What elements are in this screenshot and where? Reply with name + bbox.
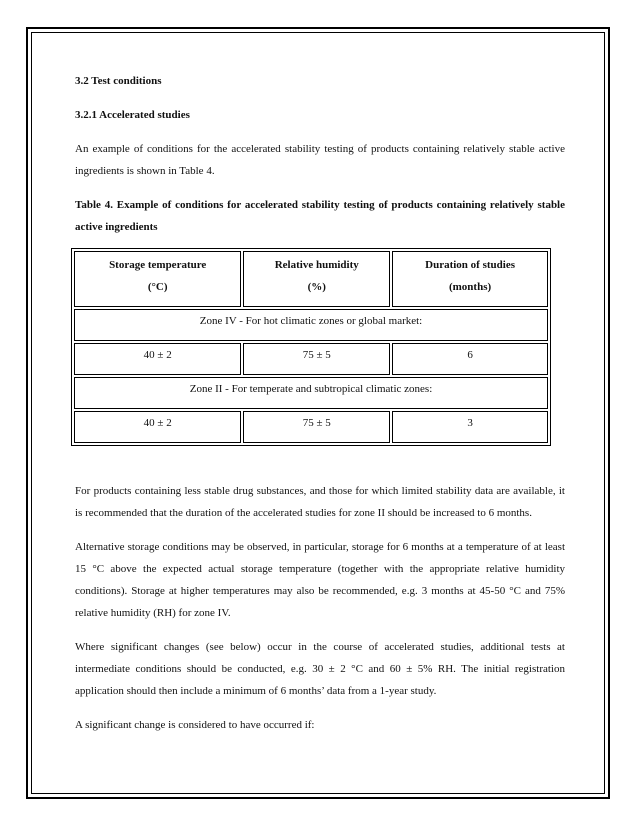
paragraph-significant-changes: Where significant changes (see below) occur in the course of accelerated studies, additional tests at intermediate conditions should be conducted, e.g. 30 ± 2 °C and 60 ± 5% RH. The initial registration application should then include a minimum of 6 months’ data from a 1-year study. xyxy=(75,641,565,697)
zone-iv-humidity: 75 ± 5 xyxy=(243,343,390,375)
header-storage-temperature: Storage temperature (°C) xyxy=(74,251,241,307)
table-header-row xyxy=(74,251,548,307)
zone-iv-duration: 6 xyxy=(392,343,548,375)
zone-ii-label: Zone II - For temperate and subtropical climatic zones: xyxy=(74,377,548,409)
zone-ii-humidity: 75 ± 5 xyxy=(243,411,390,443)
paragraph-less-stable: For products containing less stable drug substances, and those for which limited stability data are available, it is recommended that the duration of the accelerated studies for zone II should be increased to 6 months. xyxy=(75,485,565,519)
intro-paragraph: An example of conditions for the accelerated stability testing of products containing relatively stable active ingredients is shown in Table 4. xyxy=(75,143,565,177)
section-heading: 3.2 Test conditions xyxy=(75,75,162,87)
zone-iv-temperature: 40 ± 2 xyxy=(74,343,241,375)
header-duration: Duration of studies (months) xyxy=(392,251,548,307)
table-row xyxy=(74,411,548,443)
paragraph-alternative-storage: Alternative storage conditions may be observed, in particular, storage for 6 months at a temperature of at least 15 °C above the expected actual storage temperature (together with the appropriate relative humidity conditions). Storage at higher temperatures may also be recommended, e.g. 3 months at 45-50 °C and 75% relative humidity (RH) for zone IV. xyxy=(75,541,565,619)
paragraph-significant-change-definition: A significant change is considered to have occurred if: xyxy=(75,719,315,731)
zone-ii-temperature: 40 ± 2 xyxy=(74,411,241,443)
table-caption: Table 4. Example of conditions for accelerated stability testing of products containing relatively stable active ingredients xyxy=(75,199,565,233)
zone-row xyxy=(74,377,548,409)
subsection-heading: 3.2.1 Accelerated studies xyxy=(75,109,190,121)
table-row xyxy=(74,343,548,375)
document-body xyxy=(75,70,565,736)
zone-iv-label: Zone IV - For hot climatic zones or global market: xyxy=(74,309,548,341)
header-relative-humidity: Relative humidity (%) xyxy=(243,251,390,307)
zone-row xyxy=(74,309,548,341)
zone-ii-duration: 3 xyxy=(392,411,548,443)
conditions-table xyxy=(71,248,551,446)
